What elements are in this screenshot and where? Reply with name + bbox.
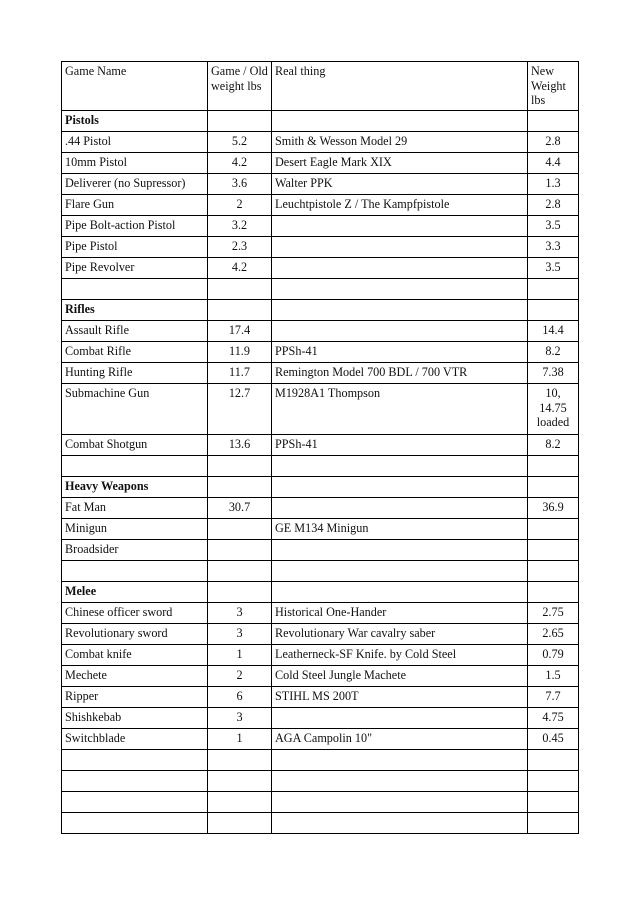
empty-row — [62, 279, 579, 300]
game-name-cell: Pipe Bolt-action Pistol — [62, 216, 208, 237]
real-thing-cell: Desert Eagle Mark XIX — [272, 153, 528, 174]
header-real-thing: Real thing — [272, 62, 528, 111]
table-row — [62, 132, 579, 153]
table-row — [62, 729, 579, 750]
header-new-weight: New Weight lbs — [528, 62, 579, 111]
new-weight-cell: 2.8 — [528, 132, 579, 153]
new-weight-cell: 8.2 — [528, 342, 579, 363]
header-game-name: Game Name — [62, 62, 208, 111]
new-weight-cell: 2.75 — [528, 603, 579, 624]
table-row — [62, 174, 579, 195]
table-row — [62, 708, 579, 729]
real-thing-cell: Leuchtpistole Z / The Kampfpistole — [272, 195, 528, 216]
table-row — [62, 195, 579, 216]
new-weight-cell: 4.75 — [528, 708, 579, 729]
game-name-cell: Submachine Gun — [62, 384, 208, 435]
game-name-cell: Chinese officer sword — [62, 603, 208, 624]
table-row — [62, 519, 579, 540]
real-thing-cell: STIHL MS 200T — [272, 687, 528, 708]
table-row — [62, 258, 579, 279]
game-name-cell: Mechete — [62, 666, 208, 687]
real-thing-cell: Walter PPK — [272, 174, 528, 195]
table-row — [62, 687, 579, 708]
table-row — [62, 666, 579, 687]
real-thing-cell — [272, 237, 528, 258]
real-thing-cell: Remington Model 700 BDL / 700 VTR — [272, 363, 528, 384]
old-weight-cell: 4.2 — [208, 153, 272, 174]
new-weight-cell: 1.5 — [528, 666, 579, 687]
table-row — [62, 435, 579, 456]
new-weight-cell: 14.4 — [528, 321, 579, 342]
game-name-cell: Assault Rifle — [62, 321, 208, 342]
old-weight-cell: 12.7 — [208, 384, 272, 435]
old-weight-cell: 11.7 — [208, 363, 272, 384]
game-name-cell: Ripper — [62, 687, 208, 708]
game-name-cell: Combat Rifle — [62, 342, 208, 363]
new-weight-cell: 36.9 — [528, 498, 579, 519]
real-thing-cell: Revolutionary War cavalry saber — [272, 624, 528, 645]
table-row — [62, 624, 579, 645]
old-weight-cell: 11.9 — [208, 342, 272, 363]
real-thing-cell — [272, 258, 528, 279]
table-row — [62, 153, 579, 174]
real-thing-cell — [272, 708, 528, 729]
new-weight-cell — [528, 540, 579, 561]
game-name-cell: Shishkebab — [62, 708, 208, 729]
game-name-cell: .44 Pistol — [62, 132, 208, 153]
table-row — [62, 540, 579, 561]
real-thing-cell: AGA Campolin 10" — [272, 729, 528, 750]
real-thing-cell — [272, 216, 528, 237]
empty-row — [62, 750, 579, 771]
table-row — [62, 645, 579, 666]
new-weight-cell: 3.3 — [528, 237, 579, 258]
game-name-cell: Revolutionary sword — [62, 624, 208, 645]
game-name-cell: Pipe Revolver — [62, 258, 208, 279]
real-thing-cell — [272, 540, 528, 561]
game-name-cell: Flare Gun — [62, 195, 208, 216]
old-weight-cell: 2 — [208, 666, 272, 687]
real-thing-cell: Historical One-Hander — [272, 603, 528, 624]
game-name-cell: Minigun — [62, 519, 208, 540]
table-row — [62, 237, 579, 258]
real-thing-cell: PPSh-41 — [272, 342, 528, 363]
new-weight-cell: 8.2 — [528, 435, 579, 456]
table-row — [62, 321, 579, 342]
real-thing-cell: M1928A1 Thompson — [272, 384, 528, 435]
old-weight-cell: 1 — [208, 729, 272, 750]
empty-row — [62, 456, 579, 477]
table-row — [62, 603, 579, 624]
old-weight-cell: 13.6 — [208, 435, 272, 456]
table-row — [62, 498, 579, 519]
empty-row — [62, 771, 579, 792]
old-weight-cell: 1 — [208, 645, 272, 666]
new-weight-cell: 2.65 — [528, 624, 579, 645]
header-game-weight: Game / Old weight lbs — [208, 62, 272, 111]
section-title: Rifles — [62, 300, 208, 321]
table-row — [62, 216, 579, 237]
old-weight-cell: 30.7 — [208, 498, 272, 519]
old-weight-cell: 2.3 — [208, 237, 272, 258]
empty-row — [62, 561, 579, 582]
game-name-cell: Combat Shotgun — [62, 435, 208, 456]
section-row-heavy-weapons — [62, 477, 579, 498]
empty-row — [62, 813, 579, 834]
new-weight-cell: 7.7 — [528, 687, 579, 708]
game-name-cell: Switchblade — [62, 729, 208, 750]
section-title: Heavy Weapons — [62, 477, 208, 498]
new-weight-cell: 2.8 — [528, 195, 579, 216]
real-thing-cell — [272, 498, 528, 519]
game-name-cell: Combat knife — [62, 645, 208, 666]
old-weight-cell: 17.4 — [208, 321, 272, 342]
section-title: Melee — [62, 582, 208, 603]
section-title: Pistols — [62, 111, 208, 132]
real-thing-cell: PPSh-41 — [272, 435, 528, 456]
real-thing-cell: GE M134 Minigun — [272, 519, 528, 540]
game-name-cell: Deliverer (no Supressor) — [62, 174, 208, 195]
table-row — [62, 363, 579, 384]
game-name-cell: 10mm Pistol — [62, 153, 208, 174]
old-weight-cell — [208, 519, 272, 540]
new-weight-cell: 7.38 — [528, 363, 579, 384]
old-weight-cell: 4.2 — [208, 258, 272, 279]
real-thing-cell: Smith & Wesson Model 29 — [272, 132, 528, 153]
old-weight-cell: 3.2 — [208, 216, 272, 237]
section-row-melee — [62, 582, 579, 603]
header-row — [62, 62, 579, 111]
real-thing-cell: Leatherneck-SF Knife. by Cold Steel — [272, 645, 528, 666]
section-row-pistols — [62, 111, 579, 132]
new-weight-cell: 0.45 — [528, 729, 579, 750]
game-name-cell: Pipe Pistol — [62, 237, 208, 258]
old-weight-cell: 2 — [208, 195, 272, 216]
old-weight-cell: 6 — [208, 687, 272, 708]
old-weight-cell: 3 — [208, 603, 272, 624]
old-weight-cell: 3 — [208, 708, 272, 729]
new-weight-cell: 4.4 — [528, 153, 579, 174]
old-weight-cell: 3 — [208, 624, 272, 645]
new-weight-cell: 10, 14.75 loaded — [528, 384, 579, 435]
game-name-cell: Fat Man — [62, 498, 208, 519]
table-row — [62, 342, 579, 363]
old-weight-cell: 5.2 — [208, 132, 272, 153]
new-weight-cell: 3.5 — [528, 258, 579, 279]
old-weight-cell: 3.6 — [208, 174, 272, 195]
table-row — [62, 384, 579, 435]
new-weight-cell: 1.3 — [528, 174, 579, 195]
new-weight-cell: 3.5 — [528, 216, 579, 237]
old-weight-cell — [208, 540, 272, 561]
weapon-weight-table — [61, 61, 579, 834]
real-thing-cell: Cold Steel Jungle Machete — [272, 666, 528, 687]
game-name-cell: Hunting Rifle — [62, 363, 208, 384]
game-name-cell: Broadsider — [62, 540, 208, 561]
section-row-rifles — [62, 300, 579, 321]
real-thing-cell — [272, 321, 528, 342]
new-weight-cell: 0.79 — [528, 645, 579, 666]
empty-row — [62, 792, 579, 813]
new-weight-cell — [528, 519, 579, 540]
